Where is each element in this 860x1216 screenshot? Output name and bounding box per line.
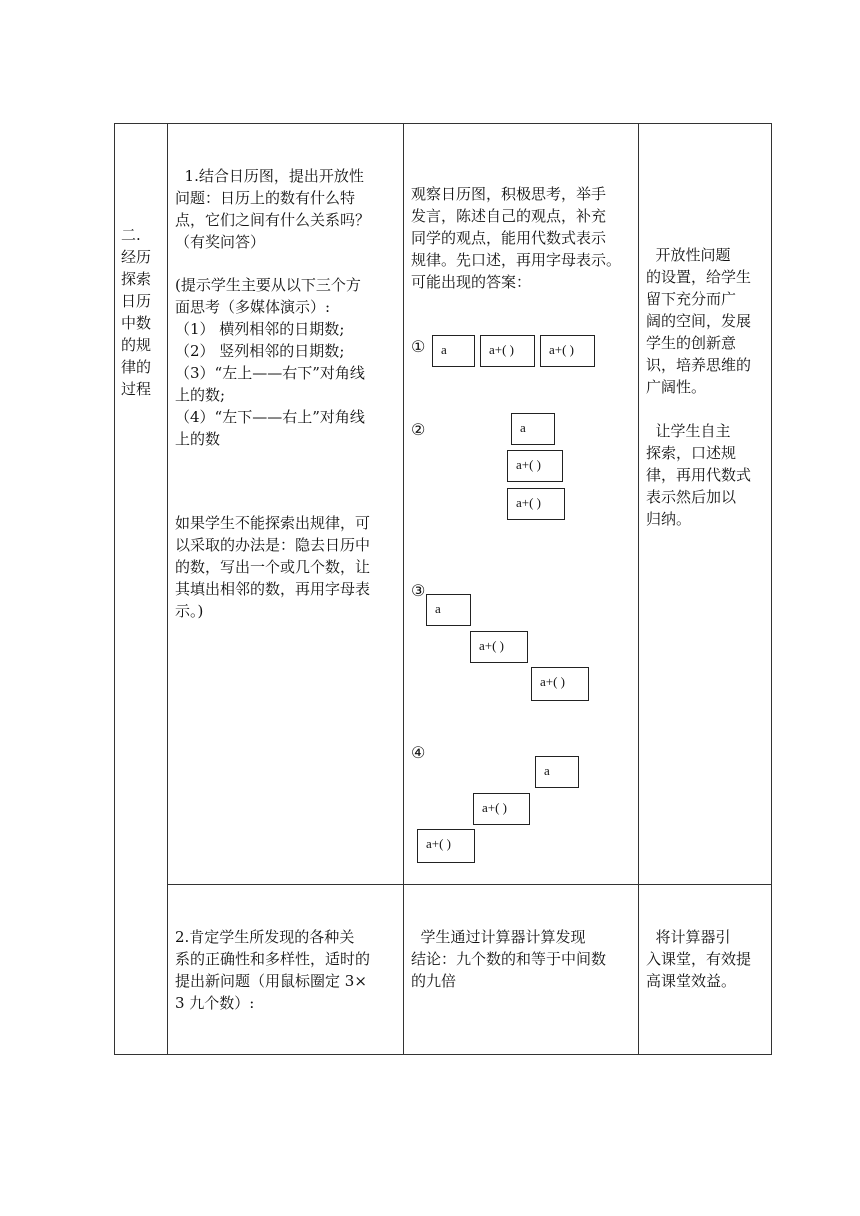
text-line: 的设置，给学生 (646, 268, 752, 286)
student-activity-1 (411, 183, 633, 293)
text-line: 高课堂效益。 (646, 972, 737, 990)
text-line: （3）“左上——右下”对角线 (175, 364, 365, 382)
text-line: 可能出现的答案： (411, 273, 532, 291)
text-line: 1.结合日历图，提出开放性 (175, 167, 364, 185)
text-line: 表示然后加以 (646, 488, 737, 506)
text-line: 阔的空间，发展 (646, 312, 752, 330)
calendar-box-offset: a+( ) (507, 450, 563, 482)
calendar-box-offset: a+( ) (507, 488, 565, 520)
calendar-box-a: a (426, 594, 471, 626)
text-line: (提示学生主要从以下三个方 (175, 276, 361, 294)
table-border-bottom (114, 1054, 772, 1055)
calendar-box-offset: a+( ) (480, 335, 535, 367)
text-line: 其填出相邻的数，再用字母表 (175, 580, 371, 598)
intent-paragraph (646, 420, 764, 530)
stage-title-line: 二. (121, 226, 141, 244)
teacher-intro (175, 165, 397, 253)
calendar-box-offset: a+( ) (473, 793, 530, 825)
text-line: 将计算器引 (646, 928, 731, 946)
stage-title-line: 律的 (121, 358, 152, 376)
text-line: 2.肯定学生所发现的各种关 (175, 928, 355, 946)
calendar-box-a: a (511, 413, 555, 445)
text-line: 发言，陈述自己的观点，补充 (411, 207, 607, 225)
text-line: 3 九个数）: (175, 994, 255, 1012)
pattern-marker-1: ① (411, 337, 426, 356)
text-line: 律，再用代数式 (646, 466, 752, 484)
text-line: 入课堂，有效提 (646, 950, 752, 968)
calendar-box-offset: a+( ) (417, 829, 475, 863)
text-line: 学生通过计算器计算发现 (411, 928, 586, 946)
stage-title-line: 中数 (121, 314, 152, 332)
pattern-marker-2: ② (411, 420, 426, 439)
calendar-box-offset: a+( ) (470, 631, 528, 663)
text-line: 开放性问题 (646, 246, 731, 264)
stage-title (121, 224, 159, 400)
row-divider (167, 884, 772, 885)
text-line: 上的数; (175, 386, 226, 404)
calendar-box-offset: a+( ) (540, 335, 595, 367)
text-line: 识，培养思维的 (646, 356, 752, 374)
stage-title-line: 过程 (121, 380, 152, 398)
intent-paragraph (646, 244, 764, 398)
calendar-box-offset: a+( ) (531, 667, 589, 701)
text-line: 同学的观点，能用代数式表示 (411, 229, 607, 247)
text-line: （1） 横列相邻的日期数; (175, 320, 345, 338)
text-line: 广阔性。 (646, 378, 707, 396)
text-line: （2） 竖列相邻的日期数; (175, 342, 345, 360)
text-line: 面思考（多媒体演示）: (175, 298, 331, 316)
text-line: 让学生自主 (646, 422, 731, 440)
table-border-right (771, 123, 772, 1055)
text-line: 问题：日历上的数有什么特 (175, 189, 356, 207)
pattern-marker-4: ④ (411, 743, 426, 762)
text-line: 归纳。 (646, 510, 692, 528)
stage-title-line: 日历 (121, 292, 152, 310)
stage-title-line: 经历 (121, 248, 152, 266)
text-line: 观察日历图，积极思考，举手 (411, 185, 607, 203)
table-border-left (114, 123, 115, 1055)
student-activity-2 (411, 926, 633, 992)
column-divider-1 (167, 123, 168, 1055)
column-divider-2 (403, 123, 404, 1055)
text-line: 示。) (175, 602, 204, 620)
text-line: 点，它们之间有什么关系吗？ (175, 211, 371, 229)
column-divider-3 (638, 123, 639, 1055)
stage-title-line: 探索 (121, 270, 152, 288)
text-line: 结论：九个数的和等于中间数 (411, 950, 607, 968)
calendar-box-a: a (535, 756, 579, 788)
text-line: 如果学生不能探索出规律，可 (175, 514, 371, 532)
text-line: 系的正确性和多样性，适时的 (175, 950, 371, 968)
teacher-activity-2 (175, 926, 397, 1014)
calendar-box-a: a (432, 335, 475, 367)
design-intent-2 (646, 926, 764, 992)
text-line: 学生的创新意 (646, 334, 737, 352)
text-line: 留下充分而广 (646, 290, 737, 308)
text-line: 探索，口述规 (646, 444, 737, 462)
text-line: 上的数 (175, 430, 221, 448)
stage-title-line: 的规 (121, 336, 152, 354)
text-line: （有奖问答） (175, 233, 266, 251)
design-intent-1 (646, 244, 764, 530)
text-line: （4）“左下——右上”对角线 (175, 408, 365, 426)
text-line: 的九倍 (411, 972, 457, 990)
text-line: 以采取的办法是：隐去日历中 (175, 536, 371, 554)
text-line: 提出新问题（用鼠标圈定 3× (175, 972, 367, 990)
teacher-fallback (175, 512, 397, 622)
text-line: 规律。先口述，再用字母表示。 (411, 251, 622, 269)
table-border-top (114, 123, 772, 124)
pattern-marker-3: ③ (411, 581, 426, 600)
teacher-activity-1 (175, 165, 397, 622)
teacher-hints (175, 274, 397, 450)
text-line: 的数，写出一个或几个数，让 (175, 558, 371, 576)
